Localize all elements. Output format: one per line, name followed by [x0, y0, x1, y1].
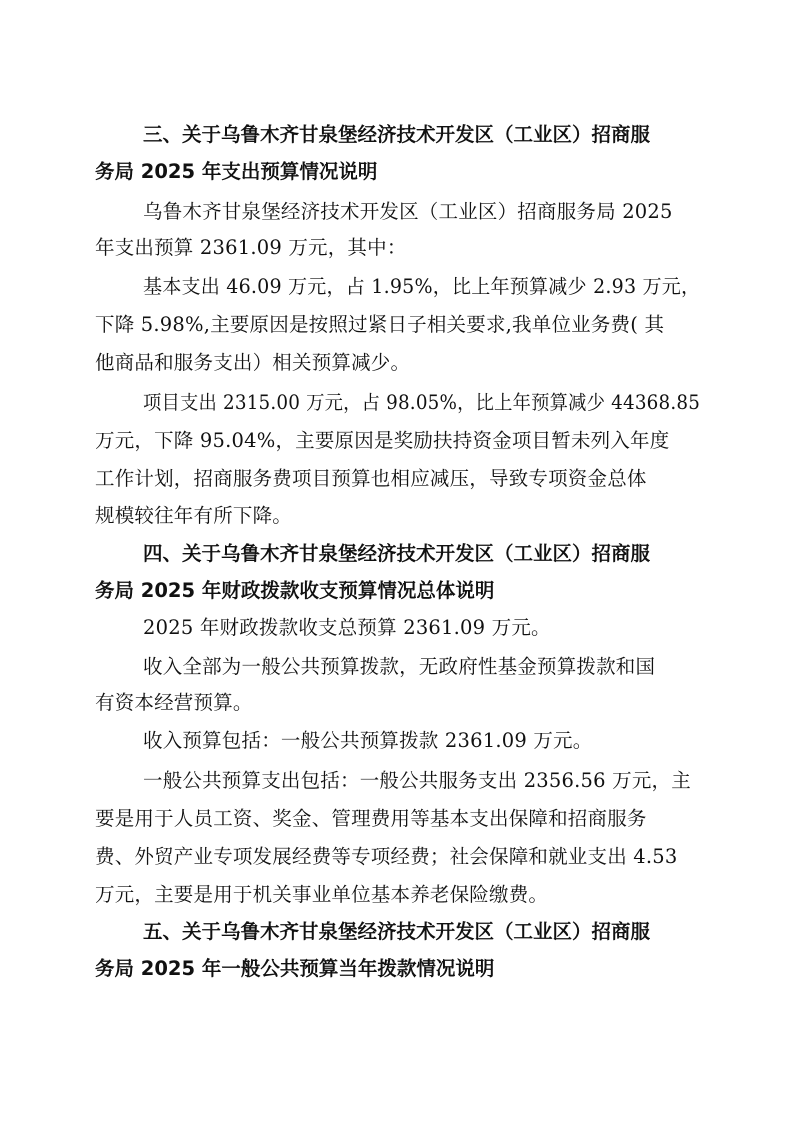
section4-paragraph4-line4: 万元，主要是用于机关事业单位基本养老保险缴费。: [95, 883, 549, 906]
section3-paragraph3-line2: 万元，下降 95.04%，主要原因是奖励扶持资金项目暂未列入年度: [95, 429, 670, 452]
section3-paragraph3-line4: 规模较往年有所下降。: [95, 504, 293, 527]
section3-paragraph3-line1: 项目支出 2315.00 万元，占 98.05%，比上年预算减少 44368.85: [143, 391, 701, 414]
section3-heading-line2: 务局 2025 年支出预算情况说明: [95, 160, 378, 183]
section5-heading-line2: 务局 2025 年一般公共预算当年拨款情况说明: [95, 957, 495, 980]
section3-paragraph1-line1: 乌鲁木齐甘泉堡经济技术开发区（工业区）招商服务局 2025: [143, 200, 673, 223]
section4-paragraph3-line1: 收入预算包括：一般公共预算拨款 2361.09 万元。: [143, 729, 593, 752]
section3-paragraph2-line3: 他商品和服务支出）相关预算减少。: [95, 351, 411, 374]
section3-paragraph2-line1: 基本支出 46.09 万元，占 1.95%，比上年预算减少 2.93 万元，: [143, 275, 701, 298]
section3-heading-line1: 三、关于乌鲁木齐甘泉堡经济技术开发区（工业区）招商服: [143, 123, 651, 146]
section3-paragraph1-line2: 年支出预算 2361.09 万元，其中：: [95, 236, 407, 259]
section4-paragraph4-line2: 要是用于人员工资、奖金、管理费用等基本支出保障和招商服务: [95, 807, 647, 830]
section4-paragraph1-line1: 2025 年财政拨款收支总预算 2361.09 万元。: [143, 616, 551, 639]
section4-heading-line2: 务局 2025 年财政拨款收支预算情况总体说明: [95, 579, 495, 602]
section4-paragraph4-line3: 费、外贸产业专项发展经费等专项经费；社会保障和就业支出 4.53: [95, 845, 678, 868]
section3-paragraph2-line2: 下降 5.98%,主要原因是按照过紧日子相关要求,我单位业务费( 其: [95, 313, 665, 336]
section4-heading-line1: 四、关于乌鲁木齐甘泉堡经济技术开发区（工业区）招商服: [143, 542, 651, 565]
section5-heading-line1: 五、关于乌鲁木齐甘泉堡经济技术开发区（工业区）招商服: [143, 920, 651, 943]
section3-paragraph3-line3: 工作计划，招商服务费项目预算也相应减压，导致专项资金总体: [95, 467, 647, 490]
section4-paragraph4-line1: 一般公共预算支出包括：一般公共服务支出 2356.56 万元，主: [143, 769, 691, 792]
section4-paragraph2-line1: 收入全部为一般公共预算拨款，无政府性基金预算拨款和国: [143, 655, 656, 678]
section4-paragraph2-line2: 有资本经营预算。: [95, 691, 253, 714]
